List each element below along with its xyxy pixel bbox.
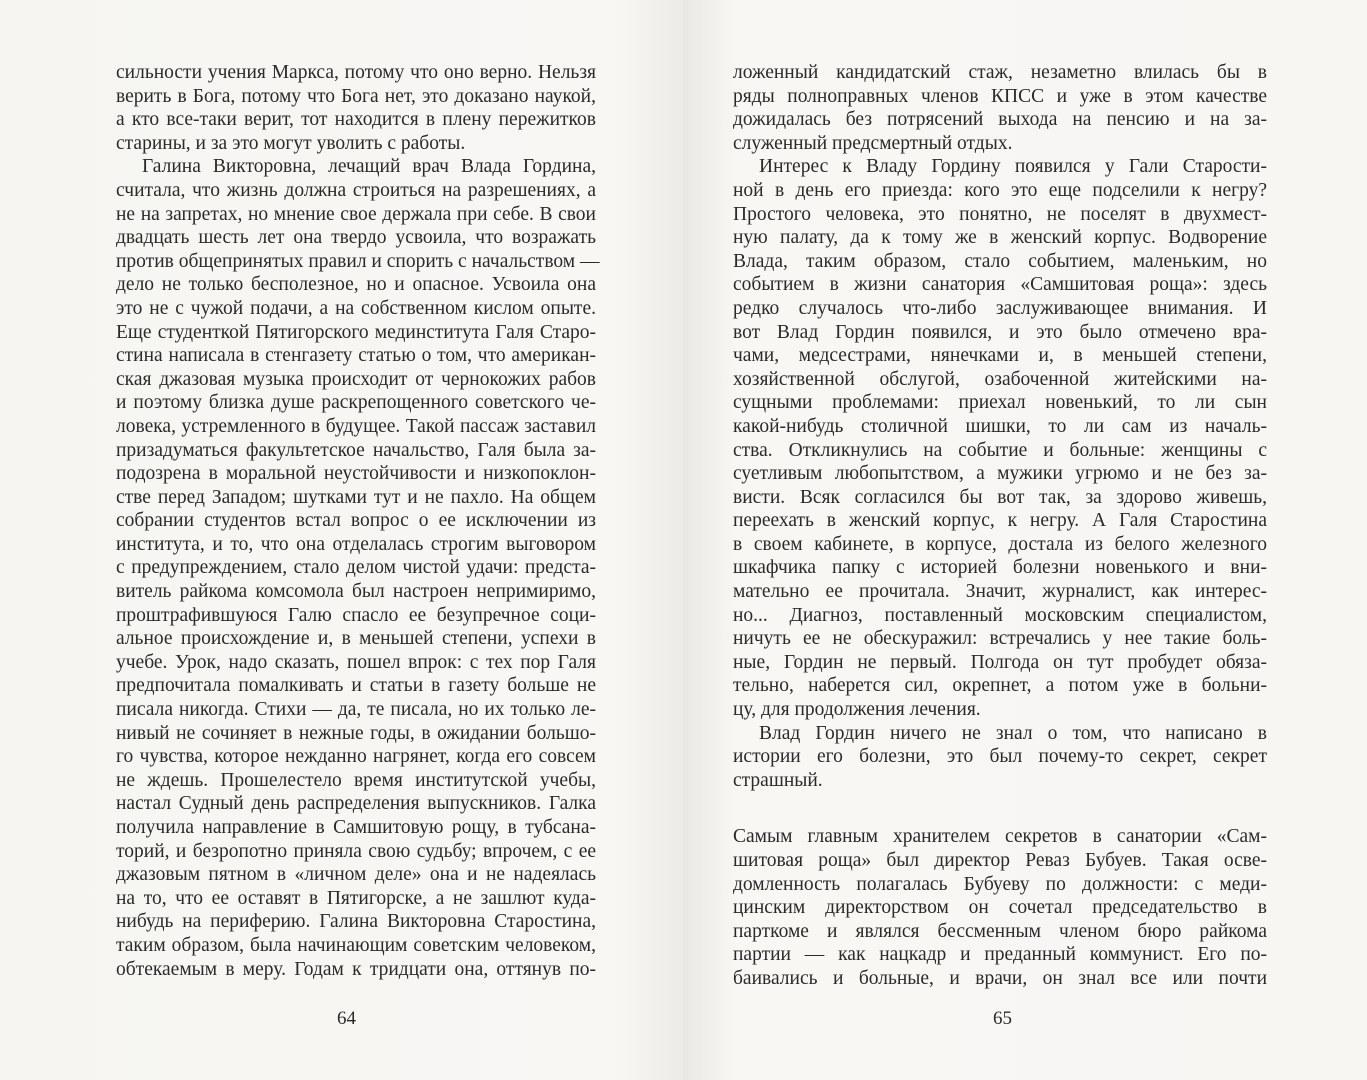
text-line: стина написала в стенгазету статью о том, что американ- (116, 345, 596, 367)
page-number: 64 (337, 1008, 356, 1029)
text-line: сущными проблемами: приехал новенький, то ли сын (733, 392, 1267, 414)
text-line: тельно, наберется сил, окрепнет, а потом уже в больни- (733, 675, 1267, 697)
text-line: Влад Гордин ничего не знал о том, что написано в (759, 722, 1267, 744)
text-line: сильности учения Маркса, потому что оно верно. Нельзя (116, 62, 596, 83)
text-line: цинским директорством он сочетал председательство в (733, 897, 1267, 919)
text-line: учебе. Урок, надо сказать, пошел впрок: с тех пор Галя (116, 651, 596, 673)
text-line: истории его болезни, это был почему-то секрет, секрет (733, 746, 1267, 768)
text-line: призадуматься факультетское начальство, Галя была за- (116, 439, 596, 461)
text-line: Галина Викторовна, лечащий врач Влада Гордина, (142, 156, 596, 178)
text-line: подозрена в моральной неустойчивости и низкопоклон- (116, 463, 596, 485)
text-line: предпочитала помалкивать и статьи в газету больше не (116, 675, 596, 697)
book-page-right (683, 0, 1367, 1080)
text-line: ства. Откликнулись на событие и больные: женщины с (733, 439, 1267, 461)
text-line: проштрафившуюся Галю спасло ее безупречное соци- (116, 604, 596, 626)
text-line: настал Судный день распределения выпускников. Галка (116, 793, 596, 815)
text-line: получила направление в Самшитовую рощу, в тубсана- (116, 817, 596, 838)
text-line: верить в Бога, потому что Бога нет, это доказано наукой, (116, 85, 596, 107)
text-line: служенный предсмертный отдых. (733, 132, 1013, 154)
text-line: писала никогда. Стихи — да, те писала, но их только ле- (116, 699, 596, 721)
text-line: с предупреждением, стало делом чистой удачи: предста- (116, 557, 596, 579)
text-line: ряды полноправных членов КПСС и уже в этом качестве (733, 85, 1267, 107)
text-line: переехать в женский корпус, к негру. А Галя Старостина (733, 510, 1267, 532)
text-line: шкафчика папку с историей болезни новенького и вни- (733, 557, 1267, 579)
text-line: Самым главным хранителем секретов в санатории «Сам- (733, 826, 1267, 848)
text-line: цу, для продолжения лечения. (733, 699, 981, 721)
text-line: какой-нибудь столичной шишки, то ли сам из началь- (733, 415, 1267, 437)
text-line: Простого человека, это понятно, не поселят в двухмест- (733, 203, 1267, 225)
text-line: дожидалась без потрясений выхода на пенсию и на за- (733, 109, 1267, 131)
text-line: домленность полагалась Бубуеву по должности: с меди- (733, 873, 1267, 895)
text-line: не на запретах, но мнение свое держала при себе. В свои (116, 203, 596, 225)
text-line: обтекаемым в меру. Годам к тридцати она, оттянув по- (116, 958, 596, 980)
text-line: старины, и за это могут уволить с работы. (116, 132, 466, 154)
text-line: в своем кабинете, в корпусе, достала из белого железного (733, 533, 1267, 555)
text-line: парткоме и являлся бессменным членом бюро райкома (733, 920, 1267, 942)
text-line: суетливым любопытством, а мужики угрюмо и не без за- (733, 463, 1267, 485)
text-line: на то, что ее оставят в Пятигорске, а не зашлют куда- (116, 887, 596, 909)
text-line: нивый не сочиняет в нежные годы, в ожидании большо- (116, 722, 596, 744)
text-line: событием в жизни санатория «Самшитовая роща»: здесь (733, 274, 1267, 296)
text-line: Еще студенткой Пятигорского мединститута Галя Старо- (116, 321, 596, 343)
text-line: баивались и больные, и врачи, он знал все или почти (733, 967, 1267, 989)
text-line: витель райкома комсомола был настроен непримиримо, (116, 581, 596, 603)
text-line: партии — как нацкадр и преданный коммунист. Его по- (733, 944, 1267, 966)
text-line: дело не только бесполезное, но и опасное. Усвоила она (116, 274, 596, 296)
text-line: торий, и безропотно приняла свою судьбу; впрочем, с ее (116, 840, 596, 862)
text-line: собрании студентов встал вопрос о ее исключении из (116, 510, 596, 532)
text-line: ную палату, да к тому же в женский корпус. Водворение (733, 227, 1267, 249)
text-line: Интерес к Владу Гордину появился у Гали Старости- (759, 156, 1267, 178)
text-line: а кто все-таки верит, тот находится в плену пережитков (116, 109, 596, 131)
page-text (733, 61, 1267, 991)
text-line: института, и то, что она отделалась строгим выговором (116, 533, 596, 555)
page-text (116, 61, 600, 981)
page-number: 65 (993, 1008, 1012, 1029)
text-line: двадцать шесть лет она твердо усвоила, что возражать (116, 227, 596, 249)
text-line: таким образом, была начинающим советским человеком, (116, 934, 596, 956)
text-line: ловека, устремленного в будущее. Такой пассаж заставил (116, 415, 596, 437)
text-line: стве перед Западом; шутками тут и не пахло. На общем (116, 486, 596, 508)
text-line: страшный. (733, 769, 823, 791)
text-line: хозяйственной обслугой, озабоченной житейскими на- (733, 368, 1267, 390)
text-line: мательно ее прочитала. Значит, журналист, как интерес- (733, 581, 1267, 603)
text-line: редко случалось что-либо заслуживающее внимания. И (733, 297, 1267, 319)
text-line: го чувства, которое нежданно нагрянет, когда его совсем (116, 746, 596, 768)
text-line: вот Влад Гордин появился, и это было отмечено вра- (733, 321, 1267, 343)
text-line: не ждешь. Прошелестело время институтской учебы, (116, 769, 596, 791)
text-line: альное происхождение и, в меньшей степени, успехи в (116, 628, 596, 650)
text-line: ская джазовая музыка происходит от чернокожих рабов (116, 368, 596, 390)
text-line: Влада, таким образом, стало событием, маленьким, но (733, 250, 1267, 272)
text-line: джазовым пятном в «личном деле» она и не надеялась (116, 864, 596, 886)
text-line: ничуть ее не обескуражил: встречались у нее такие боль- (733, 628, 1267, 650)
text-line: считала, что жизнь должна строиться на разрешениях, а (116, 179, 596, 201)
text-line: но... Диагноз, поставленный московским специалистом, (733, 604, 1267, 626)
text-line: против общепринятых правил и спорить с начальством — (116, 250, 600, 272)
text-line: ной в день его приезда: кого это еще подселили к негру? (733, 179, 1267, 201)
text-line: ложенный кандидатский стаж, незаметно влилась бы в (733, 62, 1267, 83)
text-line: чами, медсестрами, нянечками и, в меньшей степени, (733, 345, 1267, 367)
text-line: шитовая роща» был директор Реваз Бубуев. Такая осве- (733, 850, 1267, 871)
book-page-left (0, 0, 683, 1080)
text-line: и поэтому близка душе раскрепощенного советского че- (116, 392, 596, 414)
text-line: висти. Всяк согласился бы вот так, за здорово живешь, (733, 486, 1267, 508)
text-line: это не с чужой подачи, а на собственном кислом опыте. (116, 297, 596, 319)
text-line: ные, Гордин не первый. Полгода он тут пробудет обяза- (733, 651, 1267, 673)
text-line: нибудь на периферию. Галина Викторовна Старостина, (116, 911, 596, 933)
